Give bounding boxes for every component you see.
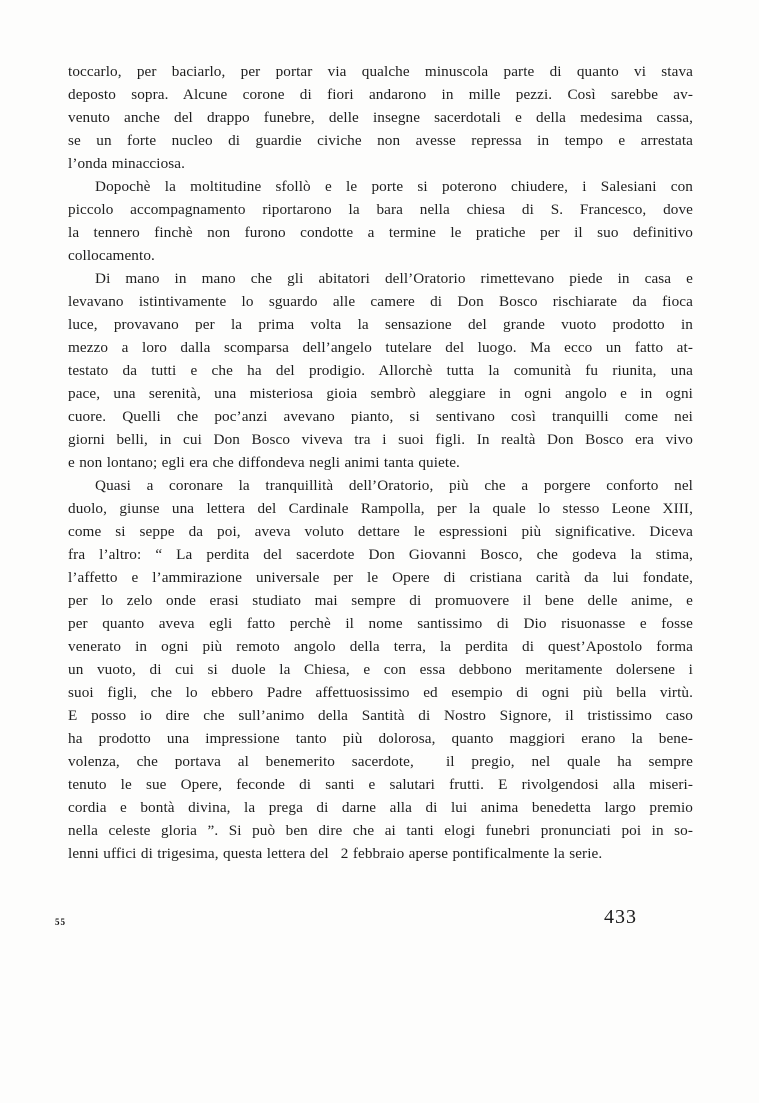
text-line: lenni uffici di trigesima, questa lettera del 2 febbraio aperse pontificalmente la serie. <box>68 845 603 862</box>
text-line: venerato in ogni più remoto angolo della terra, la perdita di quest’Apostolo forma <box>68 638 693 655</box>
page-number: 433 <box>604 906 637 928</box>
text-line: toccarlo, per baciarlo, per portar via qualche minuscola parte di quanto vi stava <box>68 63 693 80</box>
text-line: se un forte nucleo di guardie civiche non avesse repressa in tempo e arrestata <box>68 132 693 149</box>
text-line: suoi figli, che lo ebbero Padre affettuosissimo ed esempio di ogni più bella virtù. <box>68 684 693 701</box>
text-line: levavano istintivamente lo sguardo alle camere di Don Bosco rischiarate da fioca <box>68 293 693 310</box>
text-line: nella celeste gloria ”. Si può ben dire che ai tanti elogi funebri pronunciati poi in so- <box>68 822 693 839</box>
text-line: e non lontano; egli era che diffondeva negli animi tanta quiete. <box>68 454 460 471</box>
text-line: Di mano in mano che gli abitatori dell’Oratorio rimettevano piede in casa e <box>95 270 693 287</box>
text-line: collocamento. <box>68 247 155 264</box>
text-line: cuore. Quelli che poc’anzi avevano pianto, si sentivano così tranquilli come nei <box>68 408 693 425</box>
text-line: luce, provavano per la prima volta la sensazione del grande vuoto prodotto in <box>68 316 693 333</box>
text-line: testato da tutti e che ha del prodigio. Allorchè tutta la comunità fu riunita, una <box>68 362 693 379</box>
text-line: deposto sopra. Alcune corone di fiori andarono in mille pezzi. Così sarebbe av- <box>68 86 693 103</box>
text-line: come si seppe da poi, aveva voluto dettare le espressioni più significative. Diceva <box>68 523 693 540</box>
paragraph <box>68 267 693 474</box>
page-text <box>68 60 693 865</box>
text-line: l’onda minacciosa. <box>68 155 186 172</box>
text-line: venuto anche del drappo funebre, delle insegne sacerdotali e della medesima cassa, <box>68 109 693 126</box>
text-line: mezzo a loro dalla scomparsa dell’angelo tutelare del luogo. Ma ecco un fatto at- <box>68 339 693 356</box>
text-line: volenza, che portava al benemerito sacerdote, il pregio, nel quale ha sempre <box>68 753 693 770</box>
text-line: tenuto le sue Opere, feconde di santi e salutari frutti. E rivolgendosi alla miseri- <box>68 776 693 793</box>
text-line: ha prodotto una impressione tanto più dolorosa, quanto maggiori erano la bene- <box>68 730 693 747</box>
paragraph <box>68 474 693 865</box>
signature-mark: 55 <box>55 917 66 927</box>
text-line: Quasi a coronare la tranquillità dell’Oratorio, più che a porgere conforto nel <box>95 477 693 494</box>
text-line: piccolo accompagnamento riportarono la bara nella chiesa di S. Francesco, dove <box>68 201 693 218</box>
text-line: duolo, giunse una lettera del Cardinale Rampolla, per la quale lo stesso Leone XIII, <box>68 500 693 517</box>
text-line: Dopochè la moltitudine sfollò e le porte si poterono chiudere, i Salesiani con <box>95 178 693 195</box>
text-line: per lo zelo onde erasi studiato mai sempre di promuovere il bene delle anime, e <box>68 592 693 609</box>
text-line: E posso io dire che sull’animo della Santità di Nostro Signore, il tristissimo caso <box>68 707 693 724</box>
text-line: pace, una serenità, una misteriosa gioia sembrò aleggiare in ogni angolo e in ogni <box>68 385 693 402</box>
text-line: per quanto aveva egli fatto perchè il nome santissimo di Dio risuonasse e fosse <box>68 615 693 632</box>
text-line: cordia e bontà divina, la prega di darne alla di lui anima benedetta largo premio <box>68 799 693 816</box>
paragraph <box>68 175 693 267</box>
paragraph <box>68 60 693 175</box>
text-line: l’affetto e l’ammirazione universale per le Opere di cristiana carità da lui fondate, <box>68 569 693 586</box>
text-line: giorni belli, in cui Don Bosco viveva tra i suoi figli. In realtà Don Bosco era vivo <box>68 431 693 448</box>
text-line: fra l’altro: “ La perdita del sacerdote Don Giovanni Bosco, che godeva la stima, <box>68 546 693 563</box>
text-line: la tennero finchè non furono condotte a termine le pratiche per il suo definitivo <box>68 224 693 241</box>
text-line: un vuoto, di cui si duole la Chiesa, e con essa debbono meritamente dolersene i <box>68 661 693 678</box>
